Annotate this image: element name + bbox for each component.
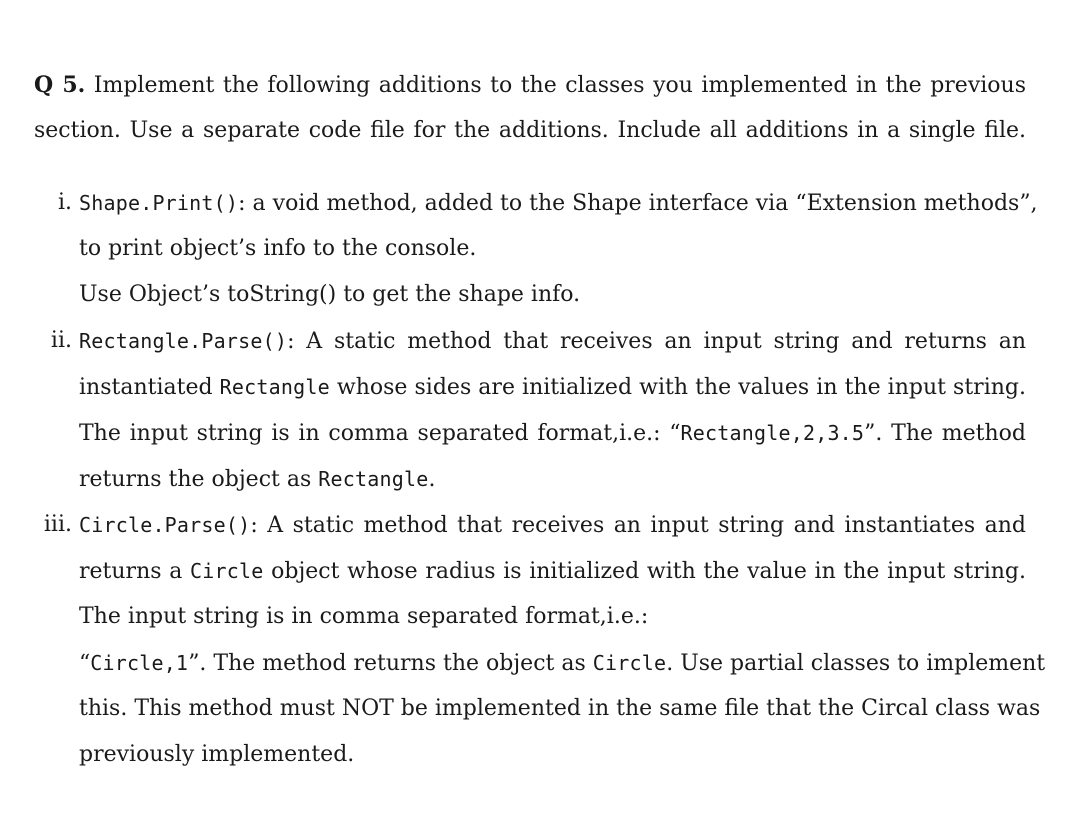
item-iii-text-5: this. This method must NOT be implemented in the same file that the Circal class was	[79, 696, 1041, 721]
item-i-line-1	[34, 180, 1038, 226]
item-i-marker: i.	[57, 190, 72, 215]
item-ii-text-2b: whose sides are initialized with the values in the input string.	[336, 375, 1026, 400]
item-iii-description: : A static method that receives an input string and instantiates and	[250, 513, 1026, 538]
item-ii-code-return: Rectangle	[318, 467, 429, 491]
question-intro-line-1	[34, 62, 1026, 108]
item-iii-line-2	[34, 548, 1026, 594]
item-ii-text-4a: returns the object as	[79, 467, 312, 492]
item-ii-line-2	[34, 364, 1026, 410]
item-iii-line-4	[34, 640, 1046, 686]
item-iii-line-5	[34, 686, 1041, 732]
item-iii-text-3: The input string is in comma separated format,i.e.:	[79, 604, 649, 629]
item-ii-marker: ii.	[50, 328, 72, 353]
item-ii-line-1	[34, 318, 1026, 364]
item-iii-line-6	[34, 732, 1026, 778]
item-ii-method-name: Rectangle.Parse()	[79, 329, 288, 353]
item-ii-code-rectangle: Rectangle	[219, 375, 330, 399]
item-ii-text-4b: .	[428, 467, 436, 492]
item-i-text-3: Use Object’s toString() to get the shape info.	[79, 282, 581, 307]
item-ii-text-3b: ”. The method	[864, 421, 1026, 446]
paragraph-gap	[34, 154, 1026, 180]
question-intro-text-2: section. Use a separate code file for the additions. Include all additions in a single file.	[34, 118, 1026, 143]
item-i-text-2: to print object’s info to the console.	[79, 236, 477, 261]
question-intro-text-1: Implement the following additions to the classes you implemented in the previous	[93, 73, 1026, 98]
item-i-description: : a void method, added to the Shape interface via “Extension methods”,	[238, 191, 1038, 216]
item-iii-text-6: previously implemented.	[79, 742, 355, 767]
item-iii-code-example: Circle,1	[90, 651, 189, 675]
question-number: Q 5.	[34, 72, 86, 98]
item-iii-line-1	[34, 502, 1026, 548]
item-i-method-name: Shape.Print()	[79, 191, 239, 215]
question-intro-line-2	[34, 108, 1026, 154]
item-ii-text-3a: The input string is in comma separated format,i.e.: “	[79, 421, 681, 446]
item-ii-description: : A static method that receives an input string and returns an	[287, 329, 1026, 354]
item-ii-line-3	[34, 410, 1026, 456]
item-i-line-2	[34, 226, 1026, 272]
item-i-line-3	[34, 272, 1026, 318]
item-iii-text-2a: returns a	[79, 559, 183, 584]
item-iii-text-4b: ”. The method returns the object as	[188, 651, 586, 676]
item-iii-text-2b: object whose radius is initialized with the value in the input string.	[271, 559, 1026, 584]
item-iii-text-4c: . Use partial classes to implement	[666, 651, 1046, 676]
item-iii-code-circle: Circle	[189, 559, 264, 583]
item-iii-marker: iii.	[43, 512, 72, 537]
item-ii-code-example: Rectangle,2,3.5	[680, 421, 865, 445]
item-ii-text-2a: instantiated	[79, 375, 213, 400]
item-iii-code-return: Circle	[592, 651, 667, 675]
item-iii-method-name: Circle.Parse()	[79, 513, 251, 537]
item-iii-text-4a: “	[79, 651, 91, 676]
item-iii-line-3	[34, 594, 1026, 640]
document-page	[34, 62, 1046, 778]
item-ii-line-4	[34, 456, 1026, 502]
